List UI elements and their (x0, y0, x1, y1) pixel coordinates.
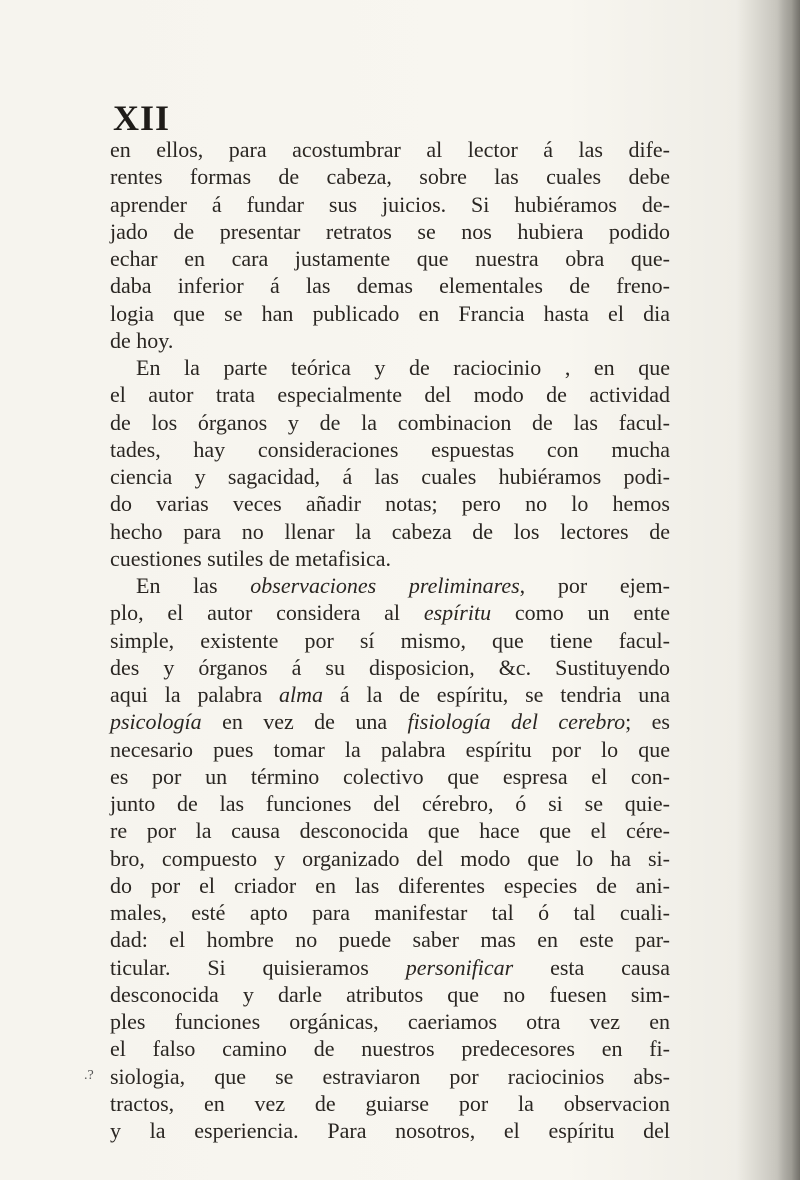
text-run: jado de presentar retratos se nos hubiera podido (110, 218, 670, 244)
text-run: logia que se han publicado en Francia hasta el dia (110, 300, 670, 326)
text-run: en vez de una (201, 709, 408, 735)
text-line (110, 245, 670, 272)
text-line (110, 627, 670, 654)
text-line (110, 218, 670, 245)
text-line (110, 763, 670, 790)
page-edge-shadow (778, 0, 800, 1180)
text-run: echar en cara justamente que nuestra obra que- (110, 246, 670, 271)
text-line (110, 845, 670, 872)
italic-term: observaciones preliminares (250, 573, 520, 598)
text-line (110, 1063, 670, 1090)
text-run: ciencia y sagacidad, á las cuales hubiéramos podi- (110, 464, 670, 489)
text-line (110, 572, 670, 599)
text-run: males, esté apto para manifestar tal ó tal cuali- (110, 900, 670, 925)
text-run: de hoy. (110, 327, 174, 353)
italic-term: espíritu (423, 600, 492, 626)
text-run: de los órganos y de la combinacion de las facul- (110, 409, 670, 435)
text-run: el falso camino de nuestros predecesores en fi- (110, 1036, 670, 1062)
text-line (110, 599, 670, 626)
text-line (110, 899, 670, 926)
text-run: cuestiones sutiles de metafisica. (110, 545, 392, 571)
text-line (110, 1090, 670, 1117)
text-run: , por ejem- (519, 573, 670, 598)
text-run: En las (136, 573, 251, 598)
text-line (110, 817, 670, 844)
text-line (110, 790, 670, 817)
text-run: tractos, en vez de guiarse por la observacion (110, 1090, 670, 1116)
text-run: do por el criador en las diferentes especies de ani- (110, 872, 670, 898)
text-run: ticular. Si quisieramos (110, 954, 406, 980)
text-run: rentes formas de cabeza, sobre las cuales debe (110, 164, 670, 190)
text-line (110, 981, 670, 1008)
text-run: bro, compuesto y organizado del modo que lo ha si- (110, 845, 670, 871)
text-run: aprender á fundar sus juicios. Si hubiéramos de- (110, 191, 670, 217)
text-line (110, 545, 670, 572)
text-line (110, 436, 670, 463)
text-line (110, 518, 670, 545)
text-run: dad: el hombre no puede saber mas en este par- (110, 927, 670, 953)
text-line (110, 654, 670, 681)
text-run: hecho para no llenar la cabeza de los lectores de (110, 518, 670, 544)
italic-term: alma (279, 682, 324, 707)
text-run: tades, hay consideraciones espuestas con mucha (110, 436, 670, 462)
text-line (110, 191, 670, 218)
text-line (110, 708, 670, 735)
text-run: simple, existente por sí mismo, que tiene facul- (110, 627, 670, 653)
text-run: como un ente (491, 600, 670, 626)
text-run: plo, el autor considera al (110, 600, 424, 626)
text-run: necesario pues tomar la palabra espíritu por lo que (110, 736, 670, 762)
text-run: es por un término colectivo que espresa el con- (110, 763, 670, 789)
text-line (110, 1117, 670, 1144)
text-line (110, 300, 670, 327)
text-run: el autor trata especialmente del modo de actividad (110, 382, 670, 408)
text-run: junto de las funciones del cérebro, ó si se quie- (110, 791, 670, 816)
italic-term: personificar (405, 954, 514, 980)
text-line (110, 463, 670, 490)
text-line (110, 926, 670, 953)
text-line (110, 136, 670, 163)
text-line (110, 954, 670, 981)
text-run: do varias veces añadir notas; pero no lo hemos (110, 491, 670, 517)
text-line (110, 354, 670, 381)
text-run: siologia, que se estraviaron por raciocinios abs- (110, 1063, 670, 1089)
margin-mark: .? (84, 1068, 94, 1083)
text-run: aqui la palabra (110, 682, 280, 707)
text-line (110, 381, 670, 408)
text-line (110, 872, 670, 899)
text-run: daba inferior á las demas elementales de freno- (110, 273, 670, 299)
text-run: En la parte teórica y de raciocinio , en que (136, 355, 670, 380)
text-run: ; es (625, 709, 670, 735)
text-line (110, 490, 670, 517)
text-line (110, 736, 670, 763)
text-run: en ellos, para acostumbrar al lector á las dife- (110, 137, 670, 162)
text-line (110, 272, 670, 299)
text-line (110, 409, 670, 436)
italic-term: psicología (110, 709, 202, 735)
body-text (110, 136, 670, 1144)
text-line (110, 681, 670, 708)
text-run: re por la causa desconocida que hace que el cére- (110, 818, 670, 844)
text-run: esta causa (513, 954, 670, 980)
italic-term: fisiología del cerebro (407, 709, 626, 735)
text-line (110, 163, 670, 190)
text-run: á la de espíritu, se tendria una (323, 682, 670, 707)
text-line (110, 1008, 670, 1035)
text-run: des y órganos á su disposicion, &c. Sustituyendo (110, 654, 670, 680)
text-line (110, 327, 670, 354)
text-run: desconocida y darle atributos que no fuesen sim- (110, 981, 670, 1007)
text-line (110, 1035, 670, 1062)
page-number: XII (113, 98, 171, 138)
text-run: y la esperiencia. Para nosotros, el espíritu del (110, 1118, 670, 1143)
text-run: ples funciones orgánicas, caeriamos otra vez en (110, 1009, 670, 1034)
